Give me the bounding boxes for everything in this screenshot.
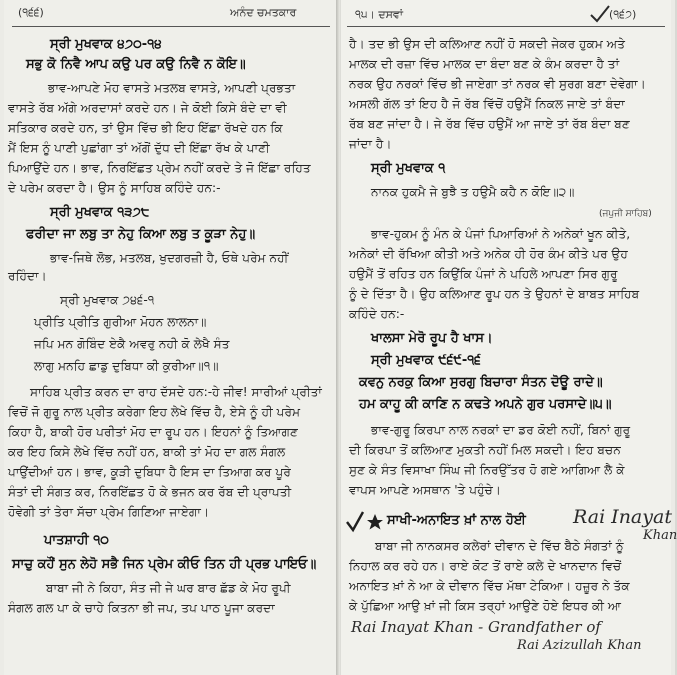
right-line-17: ਹਮ ਕਾਹੂ ਕੀ ਕਾਣਿ ਨ ਕਢਤੇ ਅਪਨੇ ਗੁਰ ਪਰਸਾਦੇ॥੫॥ [359, 397, 612, 412]
left-line-23: ਪਾਤਸ਼ਾਹੀ ੧੦ [44, 533, 110, 548]
right-line-22: ਸਾਖੀ-ਅਨਾਇਤ ਖ਼ਾਂ ਨਾਲ ਹੋਈ [387, 513, 526, 528]
left-page [4, 0, 337, 675]
left-page-number: (੧੬੬) [18, 6, 44, 19]
left-line-5: ਮੈਂ ਇਸ ਨੂੰ ਪਾਣੀ ਪੁਛਾਂਗਾ ਤਾਂ ਅੱਗੋਂ ਦੁੱਧ ਦੀ ਇੱਛਾ ਰੱਖ ਕੇ ਪਾਣੀ [8, 141, 270, 155]
left-running-title: ਅਨੰਦ ਚਮਤਕਾਰ [230, 6, 297, 19]
right-line-0: ਹੈ। ਤਦ ਭੀ ਉਸ ਦੀ ਕਲਿਆਣ ਨਹੀਂ ਹੋ ਸਕਦੀ ਜੇਕਰ ਹੁਕਮ ਅਤੇ [349, 37, 625, 51]
right-page-number: (੧੬੭) [609, 8, 637, 21]
left-line-11: ਰਹਿੰਦਾ। [8, 269, 47, 283]
left-line-9: ਫਰੀਦਾ ਜਾ ਲਬੁ ਤਾ ਨੇਹੁ ਕਿਆ ਲਬੁ ਤ ਕੂੜਾ ਨੇਹੁ॥ [26, 227, 256, 242]
left-line-7: ਦੇ ਪਰੇਮ ਕਰਦਾ ਹੈ। ਉਸ ਨੂੰ ਸਾਹਿਬ ਕਹਿੰਦੇ ਹਨ:- [8, 181, 221, 195]
left-line-0: ਸ੍ਰੀ ਮੁਖਵਾਕ ੪੭੦-੧੪ [50, 37, 162, 52]
right-line-21: ਵਾਪਸ ਆਪਣੇ ਅਸਥਾਨ 'ਤੇ ਪਹੁੰਚੇ। [349, 483, 501, 497]
left-line-4: ਸਤਿਕਾਰ ਕਰਦੇ ਹਨ, ਤਾਂ ਉਸ ਵਿੱਚ ਭੀ ਇਹ ਇੱਛਾ ਰੱਖਦੇ ਹਨ ਕਿ [8, 121, 283, 135]
left-line-22: ਹੋਵੇਗੀ ਤਾਂ ਤੇਰਾ ਸੱਚਾ ਪ੍ਰੇਮ ਗਿਣਿਆ ਜਾਏਗਾ। [8, 505, 210, 519]
right-line-15: ਸ੍ਰੀ ਮੁਖਵਾਕ ੯੬੯-੧੬ [371, 353, 481, 368]
handwritten-name-cont: Khan [643, 528, 677, 543]
left-line-20: ਪਾਉਂਦੀਆਂ ਹਨ। ਭਾਵ, ਕੂੜੀ ਦੁਬਿਧਾ ਹੈ ਇਸ ਦਾ ਤਿਆਗ ਕਰ ਪੂਰੇ [8, 465, 291, 479]
right-line-20: ਸੁਣ ਕੇ ਸੰਤ ਵਿਸਾਖਾ ਸਿੰਘ ਜੀ ਨਿਰਉੱਤਰ ਹੋ ਗਏ ਆਗਿਆ ਲੈ ਕੇ [349, 463, 625, 477]
right-line-14: ਖਾਲਸਾ ਮੇਰੋ ਰੂਪ ਹੈ ਖਾਸ। [371, 331, 493, 346]
right-line-16: ਕਵਨੁ ਨਰਕੁ ਕਿਆ ਸੁਰਗੁ ਬਿਚਾਰਾ ਸੰਤਨ ਦੋਊ ਰਾਦੇ॥ [359, 375, 603, 390]
left-line-18: ਕਿਹਾ ਹੈ, ਬਾਕੀ ਹੋਰ ਪਰੀਤਾਂ ਮੋਹ ਦਾ ਰੂਪ ਹਨ। ਇਹਨਾਂ ਨੂੰ ਤਿਆਗਣ [8, 425, 298, 439]
right-line-12: ਨੂੰ ਦੇ ਦਿੱਤਾ ਹੈ। ਉਹ ਕਲਿਆਣ ਰੂਪ ਹਨ ਤੇ ਉਹਨਾਂ ਦੇ ਬਾਬਤ ਸਾਹਿਬ [349, 287, 640, 301]
left-line-14: ਜਪਿ ਮਨ ਗੋਬਿੰਦ ਏਕੈ ਅਵਰੁ ਨਹੀ ਕੋ ਲੇਖੈ ਸੰਤ [34, 337, 230, 351]
left-line-1: ਸਭੁ ਕੋ ਨਿਵੈ ਆਪ ਕਉ ਪਰ ਕਉ ਨਿਵੈ ਨ ਕੋਇ॥ [26, 57, 246, 72]
left-line-16: ਸਾਹਿਬ ਪ੍ਰੀਤ ਕਰਨ ਦਾ ਰਾਹ ਦੱਸਦੇ ਹਨ:-ਹੇ ਜੀਵ! ਸਾਰੀਆਂ ਪ੍ਰੀਤਾਂ [30, 385, 322, 399]
right-line-7: ਨਾਨਕ ਹੁਕਮੈ ਜੇ ਬੁਝੈ ਤ ਹਉਮੈ ਕਹੈ ਨ ਕੋਇ॥੨॥ [371, 185, 575, 199]
left-line-13: ਪ੍ਰੀਤਿ ਪ੍ਰੀਤਿ ਗੁਰੀਆ ਮੋਹਨ ਲਾਲਨਾ॥ [34, 315, 207, 329]
right-line-1: ਮਾਲਕ ਦੀ ਰਜ਼ਾ ਵਿੱਚ ਮਾਲਕ ਦਾ ਬੰਦਾ ਬਣ ਕੇ ਕੰਮ ਕਰਦਾ ਹੈ ਤਾਂ [349, 57, 620, 71]
right-line-25: ਅਨਾਇਤ ਖ਼ਾਂ ਨੇ ਆ ਕੇ ਦੀਵਾਨ ਵਿੱਚ ਮੱਥਾ ਟੇਕਿਆ। ਹਜ਼ੂਰ ਨੇ ਤੱਕ [349, 579, 630, 593]
left-line-2: ਭਾਵ-ਆਪਣੇ ਮੋਹ ਵਾਸਤੇ ਮਤਲਬ ਵਾਸਤੇ, ਆਪਣੀ ਪ੍ਰਭਤਾ [48, 81, 296, 95]
right-line-24: ਨਿਹਾਲ ਕਰ ਰਹੇ ਹਨ। ਰਾਏ ਕੋਟ ਤੋਂ ਰਾਏ ਕਲੇ ਦੇ ਖਾਨਦਾਨ ਵਿਚੋਂ [349, 559, 622, 573]
right-line-11: ਹਉਮੈਂ ਤੋਂ ਰਹਿਤ ਹਨ ਕਿਉਂਕਿ ਪੰਜਾਂ ਨੇ ਪਹਿਲੇ ਆਪਣਾ ਸਿਰ ਗੁਰੂ [349, 267, 618, 281]
right-line-23: ਬਾਬਾ ਜੀ ਨਾਨਕਸਰ ਕਲੇਰਾਂ ਦੀਵਾਨ ਦੇ ਵਿੱਚ ਬੈਠੇ ਸੰਗਤਾਂ ਨੂੰ [375, 539, 624, 553]
right-line-18: ਭਾਵ-ਗੁਰੂ ਕਿਰਪਾ ਨਾਲ ਨਰਕਾਂ ਦਾ ਡਰ ਕੋਈ ਨਹੀਂ, ਬਿਨਾਂ ਗੁਰੂ [371, 423, 631, 437]
left-line-19: ਕਰ ਇਹ ਕਿਸੇ ਲੇਖੇ ਵਿੱਚ ਨਹੀਂ ਹਨ, ਬਾਕੀ ਤਾਂ ਮੋਹ ਦਾ ਗਲ ਸੰਗਲ [8, 445, 286, 459]
left-line-15: ਲਾਗੁ ਮਨਹਿ ਛਾਡੁ ਦੁਬਿਧਾ ਕੀ ਕੁਰੀਆ॥੧॥ [34, 359, 219, 373]
header-rule [12, 26, 330, 27]
right-line-5: ਜਾਂਦਾ ਹੈ। [349, 137, 392, 151]
header-rule-right [347, 26, 665, 27]
check-star-mark-icon [345, 508, 385, 536]
right-line-3: ਅਸਲੀ ਗੱਲ ਤਾਂ ਇਹ ਹੈ ਜੋ ਰੱਬ ਵਿੱਚੋਂ ਹਉਮੈਂ ਨਿਕਲ ਜਾਏ ਤਾਂ ਬੰਦਾ [349, 97, 625, 111]
left-line-12: ਸ੍ਰੀ ਮੁਖਵਾਕ ੭੪੬-੧ [60, 293, 155, 307]
right-line-4: ਰੱਬ ਬਣ ਜਾਂਦਾ ਹੈ। ਜੇ ਰੱਬ ਵਿੱਚ ਹਉਮੈਂ ਆ ਜਾਏ ਤਾਂ ਰੱਬ ਬੰਦਾ ਬਣ [349, 117, 630, 131]
right-running-title: ੧੫। ਦਸਵਾਂ [355, 8, 403, 21]
handwritten-note-cont: Rai Azizullah Khan [517, 638, 642, 653]
handwritten-note: Rai Inayat Khan - Grandfather of [351, 618, 601, 636]
right-page [341, 0, 677, 675]
right-line-13: ਕਹਿੰਦੇ ਹਨ:- [349, 307, 405, 321]
right-line-9: ਭਾਵ-ਹੁਕਮ ਨੂੰ ਮੰਨ ਕੇ ਪੰਜਾਂ ਪਿਆਰਿਆਂ ਨੇ ਅਨੇਕਾਂ ਖੂਨ ਕੀਤੇ, [371, 227, 631, 241]
left-line-24: ਸਾਚੁ ਕਹੌਂ ਸੁਨ ਲੇਹੋ ਸਭੈ ਜਿਨ ਪ੍ਰੇਮ ਕੀਓ ਤਿਨ ਹੀ ਪ੍ਰਭ ਪਾਇਓ॥ [12, 557, 317, 572]
left-line-8: ਸ੍ਰੀ ਮੁਖਵਾਕ ੧੩੭੮ [50, 205, 150, 220]
right-line-26: ਕੇ ਪੁੱਛਿਆ ਆਉ ਖ਼ਾਂ ਜੀ ਕਿਸ ਤਰ੍ਹਾਂ ਆਉਣੇ ਹੋਏ ਇਧਰ ਕੀ ਆ [349, 599, 622, 613]
left-line-21: ਸੰਤਾਂ ਦੀ ਸੰਗਤ ਕਰ, ਨਿਰਇੱਛਤ ਹੋ ਕੇ ਭਜਨ ਕਰ ਰੱਬ ਦੀ ਪ੍ਰਾਪਤੀ [8, 485, 292, 499]
right-line-2: ਨਰਕ ਉਹ ਨਰਕਾਂ ਵਿੱਚ ਭੀ ਜਾਏਗਾ ਤਾਂ ਨਰਕ ਵੀ ਸੁਰਗ ਬਣਾ ਦੇਵੇਗਾ। [349, 77, 646, 91]
right-line-6: ਸ੍ਰੀ ਮੁਖਵਾਕ ੧ [371, 161, 446, 176]
left-line-10: ਭਾਵ-ਜਿਥੇ ਲੋਭ, ਮਤਲਬ, ਖੁਦਗਰਜ਼ੀ ਹੈ, ਓਥੇ ਪਰੇਮ ਨਹੀਂ [50, 251, 289, 265]
handwritten-name: Rai Inayat [573, 506, 672, 528]
left-line-6: ਪਿਆਉਂਦੇ ਹਨ। ਭਾਵ, ਨਿਰਇੱਛਤ ਪ੍ਰੇਮ ਨਹੀਂ ਕਰਦੇ ਤੇ ਜੋ ਇੱਛਾ ਰਹਿਤ [8, 161, 311, 175]
right-line-8: (ਜਪੁਜੀ ਸਾਹਿਬ) [599, 209, 652, 219]
left-line-3: ਵਾਸਤੇ ਰੱਬ ਅੱਗੇ ਅਰਦਾਸਾਂ ਕਰਦੇ ਹਨ। ਜੇ ਕੋਈ ਕਿਸੇ ਬੰਦੇ ਦਾ ਵੀ [8, 101, 287, 115]
left-line-26: ਸੰਗਲ ਗਲ ਪਾ ਕੇ ਚਾਹੇ ਕਿਤਨਾ ਭੀ ਜਪ, ਤਪ ਪਾਠ ਪੂਜਾ ਕਰਦਾ [8, 601, 275, 615]
left-line-17: ਵਿਚੋਂ ਜੋ ਗੁਰੂ ਨਾਲ ਪ੍ਰੀਤ ਕਰੇਗਾ ਇਹ ਲੇਖੇ ਵਿੱਚ ਹੈ, ਏਸੇ ਨੂੰ ਹੀ ਪਰੇਮ [8, 405, 301, 419]
right-line-10: ਅਨੇਕਾਂ ਦੀ ਰੱਖਿਆ ਕੀਤੀ ਅਤੇ ਅਨੇਕ ਹੀ ਹੋਰ ਕੰਮ ਕੀਤੇ ਪਰ ਉਹ [349, 247, 628, 261]
left-line-25: ਬਾਬਾ ਜੀ ਨੇ ਕਿਹਾ, ਸੰਤ ਜੀ ਜੇ ਘਰ ਬਾਰ ਛੱਡ ਕੇ ਮੋਹ ਰੂਪੀ [46, 581, 291, 595]
check-mark-icon [589, 4, 611, 24]
right-line-19: ਦੀ ਕਿਰਪਾ ਤੋਂ ਕਲਿਆਣ ਮੁਕਤੀ ਨਹੀਂ ਮਿਲ ਸਕਦੀ। ਇਹ ਬਚਨ [349, 443, 621, 457]
